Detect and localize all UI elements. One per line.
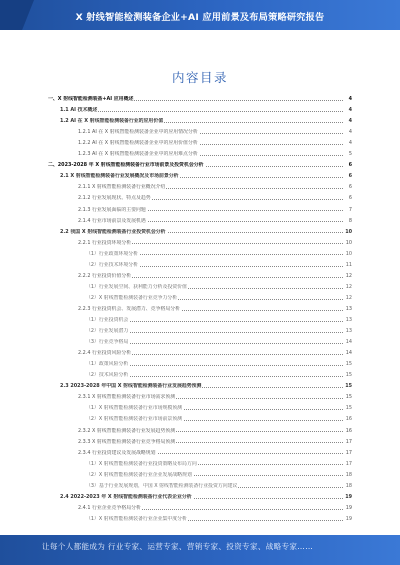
toc-entry-page: 19 (345, 493, 352, 500)
toc-entry[interactable] (86, 262, 352, 269)
toc-entry-page: 10 (345, 239, 352, 246)
toc-entry-title: 2.1.3 行业发展面临的主要问题 (78, 206, 146, 213)
toc-entry-page: 12 (345, 283, 352, 290)
toc-entry[interactable] (86, 416, 352, 423)
toc-entry-title: 2.3 2023-2028 年中国 X 射线智能检测装备行业发展趋势预测 (60, 383, 202, 390)
toc-entry[interactable] (78, 240, 352, 247)
toc-entry-title: （3）基于行业发展规划，中国 X 射线智能检测装备行业投资方向建议 (86, 482, 238, 489)
toc-entry-page: 13 (345, 317, 352, 323)
toc-heading: 内容目录 (171, 70, 228, 85)
footer-slogan: 让每个人都能成为 行业专家、运营专家、营销专家、投资专家、战略专家…… (42, 542, 314, 551)
toc-entry[interactable] (48, 162, 352, 169)
toc-entry-page: 6 (344, 195, 352, 202)
toc-entry[interactable] (78, 140, 352, 147)
toc-entry[interactable] (86, 284, 352, 291)
toc-entry-page: 4 (344, 140, 352, 147)
toc-entry-title: 2.1.4 行业市场前景及发展机遇 (78, 217, 146, 224)
toc-entry-page: 15 (345, 405, 352, 412)
toc-entry-title: （2）X 射线智能检测装备行业竞争力分析 (86, 294, 178, 301)
toc-entry[interactable] (86, 516, 352, 523)
toc-entry-page: 7 (344, 207, 352, 214)
toc-entry-title: （2）X 射线智能检测装备行业企业发展战略规划 (86, 471, 192, 478)
toc-entry-title: （3）行业竞争格局 (86, 339, 129, 346)
toc-entry-page: 13 (345, 305, 352, 312)
toc-entry[interactable] (86, 461, 352, 468)
toc-entry-title: 2.2.3 行业投资机会、发展潜力、竞争格局分析 (78, 305, 181, 312)
toc-entry-title: （2）技术风险分析 (86, 372, 129, 379)
report-title: X 射线智能检测装备企业+AI 应用前景及布局策略研究报告 (75, 12, 325, 23)
toc-entry-page: 17 (345, 460, 352, 467)
toc-entry-title: 2.3.1 X 射线智能检测装备行业市场需求预测 (78, 394, 176, 401)
toc-entry[interactable] (60, 118, 352, 125)
toc-entry-page: 17 (345, 438, 352, 445)
toc-entry-title: （1）行业发展空间、获利能力分析及投资价值 (86, 283, 187, 290)
toc-entry[interactable] (86, 295, 352, 302)
toc-entry[interactable] (86, 372, 352, 379)
toc-entry[interactable] (60, 173, 352, 180)
toc-entry-page: 17 (345, 449, 352, 456)
toc-entry-title: （1）行业政策环境分析 (86, 250, 139, 257)
toc-entry-title: （1）X 射线智能检测装备行业投资策略及布局方向 (86, 460, 197, 467)
toc-entry[interactable] (86, 483, 352, 490)
toc-entry-title: （2）行业发展潜力 (86, 328, 129, 335)
toc-entry[interactable] (78, 218, 352, 225)
toc-entry-title: 2.3.3 X 射线智能检测装备行业竞争格局预测 (78, 438, 176, 445)
toc-entry-page: 14 (345, 339, 352, 346)
toc-entry[interactable] (60, 383, 352, 390)
toc-entry-title: （1）行业投资机会 (86, 317, 129, 323)
toc-entry[interactable] (60, 107, 352, 114)
toc-entry[interactable] (60, 494, 352, 501)
toc-entry-title: （1）政策风险分析 (86, 361, 129, 368)
toc-dot-leader (60, 111, 343, 112)
toc-entry-page: 18 (345, 482, 352, 489)
toc-entry[interactable] (78, 450, 352, 457)
toc-entry-title: 1.2.2 AI 在 X 射线智能检测装备企业中的应用价值分析 (78, 140, 198, 147)
toc-entry-title: （2）X 射线智能检测装备行业市场前景预测 (86, 416, 183, 423)
toc-entry[interactable] (78, 129, 352, 136)
toc-entry-page: 19 (345, 504, 352, 511)
toc-entry-page: 6 (344, 184, 352, 191)
toc-entry-title: 2.2.2 行业投资价值分析 (78, 272, 132, 279)
toc-entry-page: 10 (345, 250, 352, 257)
toc-entry-title: （1）X 射线智能检测装备行业企业集中度分析 (86, 515, 187, 522)
toc-entry-page: 16 (345, 416, 352, 423)
toc-entry[interactable] (48, 96, 352, 103)
toc-entry[interactable] (78, 439, 352, 446)
toc-entry-title: 2.2 我国 X 射线智能检测装备行业投资机会分析 (60, 228, 166, 235)
toc-entry[interactable] (78, 273, 352, 280)
toc-entry-page: 4 (344, 118, 352, 125)
toc-entry[interactable] (78, 306, 352, 313)
toc-entry-title: 二、2023-2028 年 X 射线智能检测装备行业市场前景及投资机会分析 (48, 162, 204, 169)
toc-entry-title: 2.2.4 行业投资风险分析 (78, 350, 132, 357)
toc-entry-page: 14 (345, 350, 352, 357)
toc-entry-page: 11 (345, 261, 352, 268)
toc-entry[interactable] (78, 350, 352, 357)
toc-entry[interactable] (78, 184, 352, 191)
toc-entry-page: 4 (344, 96, 352, 103)
toc-entry-title: 2.3.4 行业投资建议及发展战略规划 (78, 449, 156, 456)
toc-entry-title: 1.2.1 AI 在 X 射线智能检测装备企业中的应用情况分析 (78, 129, 198, 136)
toc-entry-title: 2.1 X 射线智能检测装备行业发展概况及市场前景分析 (60, 173, 179, 180)
toc-entry-title: 2.1.1 X 射线智能检测装备行业概况介绍 (78, 184, 166, 191)
toc-entry[interactable] (86, 317, 352, 324)
toc-entry-title: 1.1 AI 技术概述 (60, 107, 98, 114)
toc-entry-page: 6 (344, 173, 352, 180)
toc-entry[interactable] (78, 505, 352, 512)
toc-entry-title: 2.1.2 行业发展现状、特点及趋势 (78, 195, 151, 202)
toc-entry-page: 4 (344, 129, 352, 136)
toc-entry-title: （2）行业技术环境分析 (86, 261, 139, 268)
toc-entry-page: 19 (345, 515, 352, 522)
toc-entry-page: 5 (344, 151, 352, 158)
toc-entry[interactable] (86, 251, 352, 258)
toc-entry[interactable] (78, 428, 352, 435)
toc-entry-title: 2.2.1 行业投资环境分析 (78, 239, 132, 246)
toc-entry[interactable] (78, 151, 352, 158)
toc-entry-page: 6 (344, 162, 352, 169)
toc-entry[interactable] (86, 339, 352, 346)
toc-entry-page: 15 (345, 383, 352, 390)
toc-entry-page: 15 (345, 372, 352, 379)
toc-entry[interactable] (78, 195, 352, 202)
toc-entry-title: 2.4.1 行业企业竞争格局分析 (78, 504, 141, 511)
toc-entry-title: 一、X 射线智能检测装备+AI 应用概述 (48, 96, 134, 102)
toc-entry[interactable] (78, 207, 352, 214)
toc-entry-page: 12 (345, 294, 352, 301)
toc-entry[interactable] (86, 361, 352, 368)
toc-entry[interactable] (86, 405, 352, 412)
toc-entry-title: 2.4 2022-2023 年 X 射线智能检测装备行业代表企业分析 (60, 493, 192, 500)
toc-entry[interactable] (86, 328, 352, 335)
toc-entry-page: 13 (345, 328, 352, 335)
toc-entry[interactable] (78, 394, 352, 401)
toc-entry-title: 1.2 AI 在 X 射线智能检测装备行业的应用价值 (60, 118, 164, 125)
toc-entry-page: 10 (345, 228, 352, 235)
toc-entry-title: 2.3.2 X 射线智能检测装备行业发展趋势预测 (78, 427, 176, 434)
toc-entry-page: 4 (344, 107, 352, 114)
toc-entry[interactable] (60, 229, 352, 236)
toc-entry[interactable] (86, 472, 352, 479)
toc-entry-page: 16 (345, 427, 352, 434)
toc-entry-page: 15 (345, 394, 352, 401)
toc-entry-page: 12 (345, 272, 352, 279)
toc-entry-page: 15 (345, 361, 352, 368)
toc-entry-title: 1.2.3 AI 在 X 射线智能检测装备企业中的应用难点分析 (78, 151, 198, 158)
toc-entry-page: 18 (345, 471, 352, 478)
toc-entry-page: 8 (344, 218, 352, 225)
toc-entry-title: （1）X 射线智能检测装备行业市场规模预测 (86, 405, 183, 412)
